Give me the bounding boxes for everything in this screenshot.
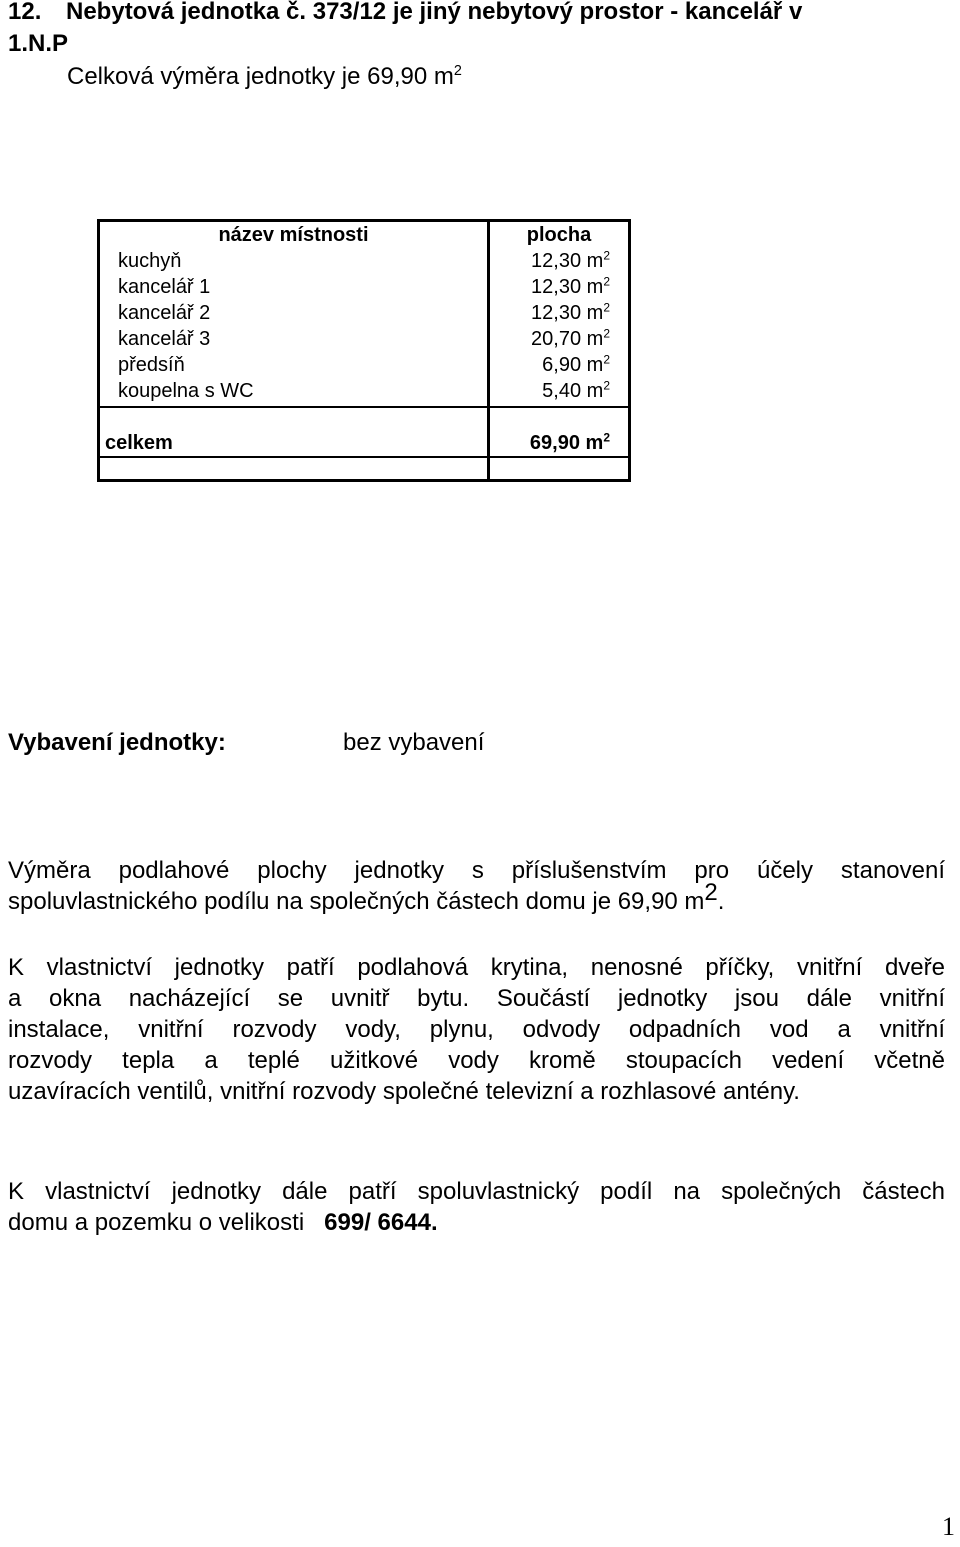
room-area — [531, 300, 610, 326]
room-area — [531, 326, 610, 352]
room-area-unit: m — [586, 302, 604, 324]
share-prefix: domu a pozemku o velikosti — [8, 1209, 305, 1236]
heading-title-continuation: 1.N.P — [8, 30, 69, 57]
room-area-unit-sup: 2 — [603, 248, 610, 263]
room-area-value: 20,70 — [531, 328, 582, 350]
total-area-sup: 2 — [453, 63, 462, 79]
room-table — [97, 219, 631, 482]
total-area-value: 69,90 — [529, 432, 580, 454]
room-area-value: 12,30 — [531, 250, 582, 272]
room-name: koupelna s WC — [118, 380, 254, 402]
room-area-unit-sup: 2 — [603, 274, 610, 289]
floor-area-line: Výměra podlahové plochy jednotky s příslušenstvím pro účely stanovení — [8, 857, 945, 884]
room-area-unit: m — [586, 354, 604, 376]
table-row — [100, 378, 628, 404]
ownership-line: instalace, vnitřní rozvody vody, plynu, odvody odpadních vod a vnitřní — [8, 1016, 945, 1043]
heading-line1 — [8, 0, 802, 27]
room-area-unit-sup: 2 — [603, 352, 610, 367]
room-area-unit: m — [586, 276, 604, 298]
room-name: kuchyň — [118, 250, 182, 272]
page-number: 1 — [942, 1512, 955, 1541]
ownership-line: K vlastnictví jednotky patří podlahová krytina, nenosné příčky, vnitřní dveře — [8, 954, 945, 981]
floor-area-line — [8, 879, 945, 917]
floor-area-text: spoluvlastnického podílu na společných částech domu je 69,90 m — [8, 888, 705, 915]
ownership-line: rozvody tepla a teplé užitkové vody kromě stoupacích vedení včetně — [8, 1047, 945, 1074]
heading-number: 12. — [8, 0, 42, 25]
total-area — [530, 430, 610, 456]
total-area-text: Celková výměra jednotky je 69,90 m — [67, 63, 454, 90]
room-area — [531, 248, 610, 274]
table-total-row — [100, 430, 628, 456]
floor-area-paragraph — [8, 855, 945, 917]
room-area-value: 12,30 — [531, 302, 582, 324]
ownership-line: uzavíracích ventilů, vnitřní rozvody společné televizní a rozhlasové antény. — [8, 1078, 800, 1105]
table-row — [100, 248, 628, 274]
heading-title: Nebytová jednotka č. 373/12 je jiný nebytový prostor - kancelář v — [66, 0, 803, 25]
share-line-1: K vlastnictví jednotky dále patří spoluvlastnický podíl na společných částech — [8, 1178, 945, 1205]
share-paragraph — [8, 1176, 945, 1238]
table-header-row — [100, 222, 628, 248]
table-separator — [100, 406, 628, 408]
table-header-name: název místnosti — [218, 224, 369, 246]
total-label: celkem — [105, 432, 173, 454]
room-area-unit: m — [586, 380, 604, 402]
room-area — [542, 352, 610, 378]
room-area-unit-sup: 2 — [603, 326, 610, 341]
room-name: kancelář 2 — [118, 302, 211, 324]
share-value: 699/ 6644. — [324, 1209, 438, 1236]
room-area-value: 5,40 — [542, 380, 582, 402]
room-area-unit-sup: 2 — [603, 378, 610, 393]
room-area — [531, 274, 610, 300]
room-name: předsíň — [118, 354, 185, 376]
table-row — [100, 300, 628, 326]
room-area-unit: m — [586, 328, 604, 350]
ownership-line: a okna nacházející se uvnitř bytu. Součástí jednotky jsou dále vnitřní — [8, 985, 945, 1012]
total-area-line — [67, 62, 462, 92]
table-header-area: plocha — [526, 224, 592, 246]
room-area-value: 6,90 — [542, 354, 582, 376]
table-row — [100, 352, 628, 378]
floor-area-tail: . — [717, 888, 725, 915]
total-area-unit: m — [585, 432, 604, 454]
table-row — [100, 274, 628, 300]
room-area-unit-sup: 2 — [603, 300, 610, 315]
equipment-label: Vybavení jednotky: — [8, 729, 226, 756]
total-area-unit-sup: 2 — [603, 430, 610, 445]
equipment-value: bez vybavení — [343, 729, 485, 756]
room-name: kancelář 1 — [118, 276, 211, 298]
room-area — [542, 378, 610, 404]
floor-area-sup: 2 — [704, 879, 718, 906]
table-separator — [100, 456, 628, 458]
ownership-paragraph — [8, 952, 945, 1107]
table-row — [100, 326, 628, 352]
room-area-value: 12,30 — [531, 276, 582, 298]
room-area-unit: m — [586, 250, 604, 272]
share-line-2 — [8, 1207, 945, 1238]
room-name: kancelář 3 — [118, 328, 211, 350]
